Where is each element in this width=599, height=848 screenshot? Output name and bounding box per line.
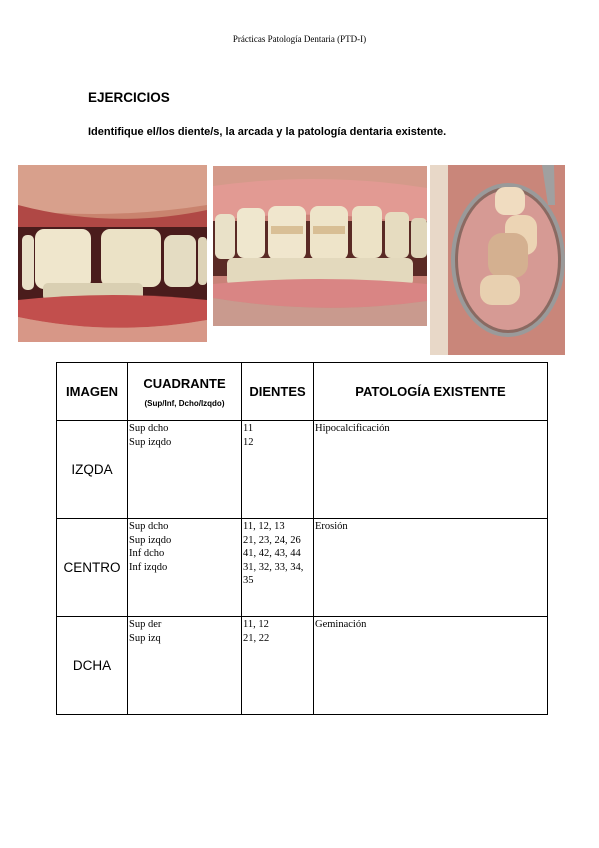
section-title: EJERCICIOS [88, 90, 170, 105]
row-image-label: CENTRO [57, 519, 128, 617]
instruction-text: Identifique el/los diente/s, la arcada y la patología dentaria existente. [88, 126, 447, 138]
row-cuadrante: Sup der Sup izq [128, 617, 242, 715]
center-photo [213, 166, 427, 326]
right-photo [430, 165, 565, 355]
table-row [57, 519, 548, 617]
row-cuadrante: Sup dcho Sup izqdo Inf dcho Inf izqdo [128, 519, 242, 617]
row-dientes: 11 12 [242, 421, 314, 519]
row-dientes: 11, 12 21, 22 [242, 617, 314, 715]
row-image-label: IZQDA [57, 421, 128, 519]
table-row [57, 617, 548, 715]
header-cuadrante: CUADRANTE (Sup/Inf, Dcho/Izqdo) [128, 363, 242, 421]
row-patologia: Geminación [314, 617, 548, 715]
answers-table [56, 362, 548, 715]
header-dientes: DIENTES [242, 363, 314, 421]
table-row [57, 421, 548, 519]
row-patologia: Erosión [314, 519, 548, 617]
header-cuadrante-sub: (Sup/Inf, Dcho/Izqdo) [144, 399, 225, 408]
row-image-label: DCHA [57, 617, 128, 715]
row-dientes: 11, 12, 13 21, 23, 24, 26 41, 42, 43, 44 31, 32, 33, 34, 35 [242, 519, 314, 617]
page-header: Prácticas Patología Dentaria (PTD-I) [232, 34, 367, 44]
left-photo [18, 165, 207, 342]
row-cuadrante: Sup dcho Sup izqdo [128, 421, 242, 519]
header-patologia: PATOLOGÍA EXISTENTE [314, 363, 548, 421]
row-patologia: Hipocalcificación [314, 421, 548, 519]
header-imagen: IMAGEN [57, 363, 128, 421]
